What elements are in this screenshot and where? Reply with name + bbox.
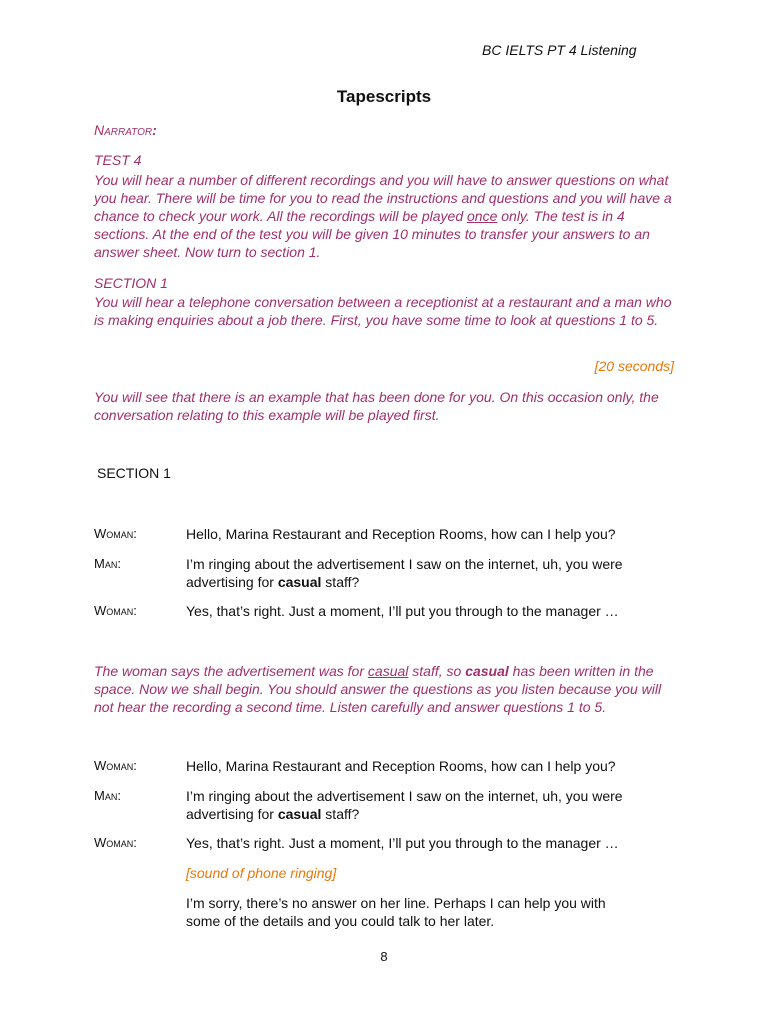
- page-title: Tapescripts: [336, 87, 432, 106]
- dialogue-text: staff?: [321, 574, 360, 590]
- dialogue-line: Hello, Marina Restaurant and Reception Rooms, how can I help you?: [186, 758, 616, 774]
- dialogue-line: Yes, that’s right. Just a moment, I’ll put you through to the manager …: [186, 835, 619, 851]
- dialogue-text: I’m ringing about the advertisement I saw on the internet, uh, you were advertising for: [186, 556, 623, 590]
- page-number: 8: [380, 949, 388, 964]
- explain-casual-underlined: casual: [367, 663, 409, 679]
- dialogue-line: [186, 555, 636, 591]
- test-intro-part1: You will hear a number of different recordings and you will have to answer questions on what you hear. There will be time for you to read the instructions and questions and you will have a chance to check your work. All the recordings will be played: [94, 172, 672, 224]
- narrator-colon: :: [152, 122, 157, 138]
- keyword-casual: casual: [277, 806, 322, 822]
- speaker-man: Man:: [94, 788, 121, 803]
- explain-part3: staff, so: [408, 663, 466, 679]
- dialogue-line: I’m sorry, there’s no answer on her line. Perhaps I can help you with some of the details and you could talk to her later.: [186, 895, 606, 929]
- dialogue-text: I’m ringing about the advertisement I saw on the internet, uh, you were advertising for: [186, 788, 623, 822]
- test-heading: TEST 4: [94, 152, 142, 168]
- timing-note: [20 seconds]: [594, 358, 674, 374]
- speaker-woman: Woman:: [94, 758, 137, 773]
- section1-heading: SECTION 1: [94, 275, 168, 291]
- speaker-man: Man:: [94, 556, 121, 571]
- test-intro-once: once: [467, 208, 498, 224]
- dialogue-line: Hello, Marina Restaurant and Reception Rooms, how can I help you?: [186, 526, 616, 542]
- running-header: BC IELTS PT 4 Listening: [482, 42, 637, 58]
- speaker-woman: Woman:: [94, 835, 137, 850]
- keyword-casual: casual: [277, 574, 322, 590]
- example-note: You will see that there is an example that has been done for you. On this occasion only, the conversation relating to this example will be played first.: [94, 389, 659, 423]
- test-intro-part2: only. The test is in 4 sections. At the end of the test you will be given 10 minutes to transfer your answers to an answer sheet. Now turn to section 1.: [94, 208, 650, 260]
- section1-intro-text: You will hear a telephone conversation between a receptionist at a restaurant and a man who is making enquiries about a job there. First, you have some time to look at questions 1 to 5.: [94, 294, 672, 328]
- test-intro: [94, 171, 674, 261]
- sound-effect-note: [sound of phone ringing]: [186, 865, 337, 881]
- explain-part1: The woman says the advertisement was for: [94, 663, 368, 679]
- speaker-woman: Woman:: [94, 526, 137, 541]
- explain-casual-bold: casual: [465, 663, 509, 679]
- example-explanation: [94, 662, 674, 716]
- section-label: SECTION 1: [97, 465, 171, 481]
- speaker-woman: Woman:: [94, 603, 137, 618]
- dialogue-text: staff?: [321, 806, 360, 822]
- narrator-label: [94, 121, 674, 139]
- explain-part5: has been written in the space. Now we shall begin. You should answer the questions as you listen because you will not hear the recording a second time. Listen carefully and answer questions 1 to 5.: [94, 663, 662, 715]
- narrator-label-text: Narrator: [94, 122, 153, 138]
- dialogue-line: [186, 787, 636, 823]
- dialogue-line: Yes, that’s right. Just a moment, I’ll put you through to the manager …: [186, 603, 619, 619]
